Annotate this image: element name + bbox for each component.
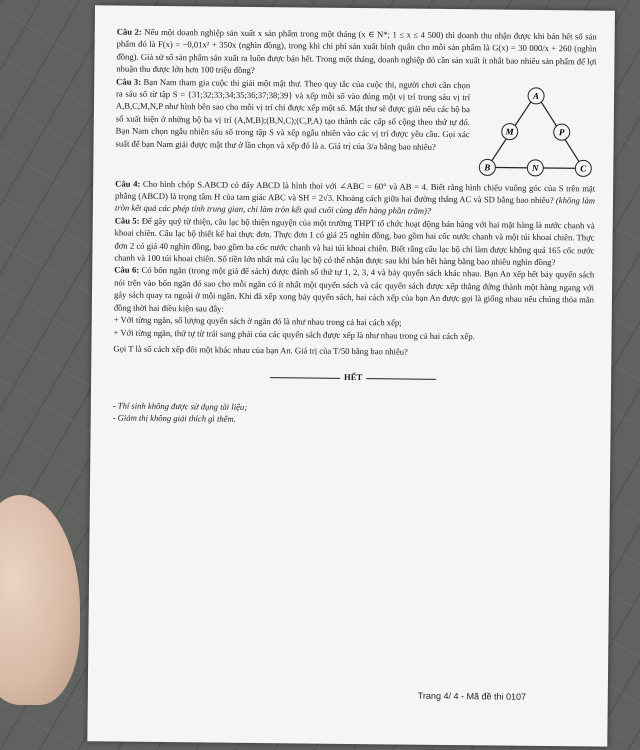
question-4-text: Cho hình chóp S.ABCD có đáy ABCD là hình thoi với ∠ABC = 60° và AB = 4. Biết rằng hình chiếu vuông góc của S trên mặt phẳng (ABCD) là trọng tâm H của tam giác ABC và SH = 2√3. Khoảng cách giữa hai đường thẳng AC và SD bằng bao nhiêu? — [114, 178, 596, 206]
node-B-label: B — [484, 161, 491, 173]
question-4-label: Câu 4: — [115, 178, 141, 189]
question-2-text: Nếu một doanh nghiệp sản xuất x sản phẩm trong một tháng (x ∈ N*; 1 ≤ x ≤ 4 500) thì doanh thu nhận được khi bán hết số sản phẩm đó là F(x) = −0,01x² + 350x (nghìn đồng), trong khi chi phí sản xuất bình quân cho mỗi sản phẩm là G(x) = 30 000/x + 260 (nghìn đồng). Giả sử số sản phẩm sản xuất ra luôn được bán hết. Trong một tháng, doanh nghiệp đó cần sản xuất ít nhất bao nhiêu sản phẩm để lợi nhuận thu được lớn hơn 100 triệu đồng? — [116, 26, 597, 76]
node-P — [554, 124, 570, 140]
node-N — [527, 159, 543, 175]
node-A — [528, 87, 544, 103]
node-C-label: C — [580, 162, 587, 174]
note-item: - Giám thị không giải thích gì thêm. — [112, 412, 236, 424]
question-4 — [115, 177, 595, 219]
exam-notes — [113, 399, 593, 428]
question-6 — [113, 264, 594, 360]
note-item: - Thí sinh không được sử dụng tài liệu; — [112, 400, 248, 412]
node-A-label: A — [533, 90, 540, 101]
question-6-text: Có bốn ngăn (trong một giá để sách) được đánh số thứ tự 1, 2, 3, 4 và bảy quyển sách khác nhau. Bạn An xếp hết bảy quyển sách nói trên vào bốn ngăn đó sao cho mỗi ngăn có ít nhất một quyển sách và các quyển sách được xếp thẳng đứng thành một hàng ngang với gáy sách quay ra ngoài ở mỗi ngăn. Khi đã xếp xong bảy quyển sách, hai cách xếp của bạn An được gọi là giống nhau nếu chúng thỏa mãn đồng thời hai điều kiện sau đây: — [113, 265, 595, 314]
exam-page — [87, 5, 615, 746]
question-3-text: Bạn Nam tham gia cuộc thi giải một mật thư. Theo quy tắc của cuộc thi, người chơi cần chọn ra sáu số từ tập S = {31;32;33;34;35;36;37;38;39} và xếp mỗi số vào đúng một vị trí trong sáu vị trí A,B,C,M,N,P như hình bên sao cho mỗi vị trí chỉ được xếp một số. Mật thư sẽ được giải nếu các bộ ba số xuất hiện ở những bộ ba vị trí (A,M,B);(B,N,C);(C,P,A) tạo thành các cấp số cộng theo thứ tự đó. Bạn Nam chọn ngẫu nhiên sáu số trong tập S và xếp ngẫu nhiên vào các vị trí được yêu cầu. Gọi xác suất để bạn Nam giải được mật thư ở lần chọn và xếp đó là a. Giá trị của 3/a bằng bao nhiêu? — [115, 76, 471, 152]
question-3-label: Câu 3: — [116, 76, 142, 87]
node-C — [575, 160, 591, 176]
node-M-label: M — [505, 126, 514, 137]
page-footer: Trang 4/ 4 - Mã đề thi 0107 — [417, 690, 527, 702]
question-5-label: Câu 5: — [114, 215, 140, 226]
node-B — [479, 159, 495, 175]
triangle-diagram — [475, 83, 596, 180]
question-5-text: Để gây quỹ từ thiện, câu lạc bộ thiện nguyện của một trường THPT tổ chức hoạt động bán hàng với hai mặt hàng là nước chanh và khoai chiên. Câu lạc bộ thiết kế hai thực đơn. Thực đơn 1 có giá 25 nghìn đồng, bao gồm hai cốc nước chanh và một túi khoai chiên. Thực đơn 2 có giá 40 nghìn đồng, bao gồm ba cốc nước chanh và hai túi khoai chiên. Biết rằng câu lạc bộ chỉ làm được không quá 165 cốc nước chanh và 100 túi khoai chiên. Số tiền lớn nhất mà câu lạc bộ có thể nhận được sau khi bán hết hàng bằng bao nhiêu nghìn đồng? — [114, 215, 595, 268]
question-4-note: (không làm tròn kết quả các phép tính trung gian, chỉ làm tròn kết quả cuối cùng đến hàng phần trăm)? — [114, 195, 596, 217]
node-M — [502, 123, 518, 139]
node-P-label: P — [558, 126, 565, 137]
question-6-label: Câu 6: — [114, 264, 140, 276]
end-mark — [113, 369, 593, 386]
question-5 — [114, 214, 594, 269]
question-3 — [115, 75, 597, 174]
question-6-condition-1: + Với từng ngăn, số lượng quyển sách ở ngăn đó là như nhau trong cả hai cách xếp; — [113, 314, 402, 328]
question-6-final: Gọi T là số cách xếp đôi một khác nhau của bạn An. Giá trị của T/50 bằng bao nhiêu? — [113, 343, 408, 357]
node-N-label: N — [532, 162, 539, 173]
question-2-label: Câu 2: — [116, 26, 142, 37]
question-6-condition-2: + Với từng ngăn, thứ tự từ trái sang phải của các quyển sách được xếp là như nhau trong cả hai cách xếp. — [113, 326, 475, 341]
end-mark-text: HẾT — [344, 372, 363, 383]
exam-content — [113, 26, 597, 429]
question-2 — [116, 26, 596, 81]
